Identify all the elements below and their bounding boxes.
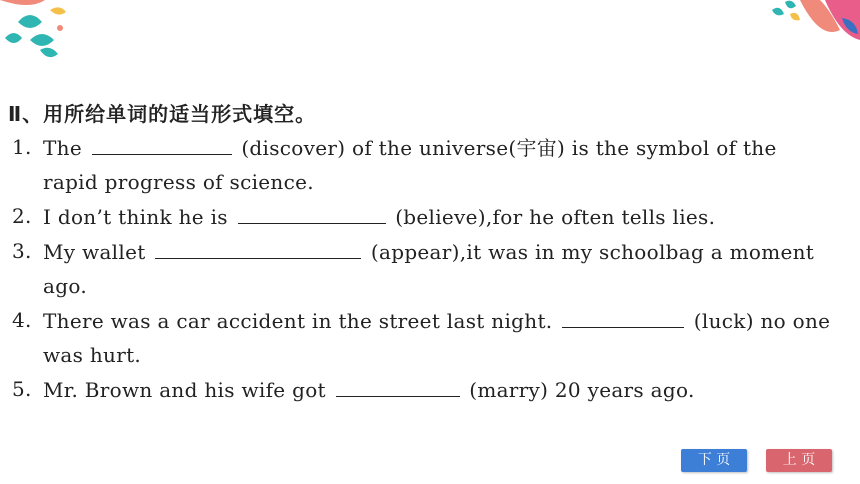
question-hint: (believe),for he often tells lies.	[395, 205, 716, 229]
question-list	[12, 130, 832, 407]
question-item	[12, 199, 832, 234]
question-number: 4.	[12, 308, 32, 332]
answer-blank[interactable]	[238, 199, 386, 224]
question-number: 3.	[12, 239, 32, 263]
question-text: I don’t think he is	[43, 205, 228, 229]
previous-page-button[interactable]: 上 页	[766, 449, 832, 472]
question-number: 1.	[12, 135, 32, 159]
question-number: 5.	[12, 377, 32, 401]
section-title: Ⅱ、用所给单词的适当形式填空。	[8, 102, 317, 126]
question-text: The	[43, 136, 82, 160]
floral-leaves-icon	[730, 0, 860, 55]
question-hint: (appear),it was in my schoolbag a moment ago.	[43, 240, 815, 298]
answer-blank[interactable]	[336, 372, 460, 397]
question-hint: (discover) of the universe(宇宙) is the symbol of the rapid progress of science.	[43, 136, 777, 194]
question-item	[12, 372, 832, 407]
answer-blank[interactable]	[155, 234, 361, 259]
question-text: There was a car accident in the street last night.	[43, 309, 553, 333]
question-item	[12, 130, 832, 199]
next-page-button[interactable]: 下 页	[681, 449, 747, 472]
answer-blank[interactable]	[562, 303, 684, 328]
question-hint: (luck) no one was hurt.	[43, 309, 831, 367]
question-item	[12, 234, 832, 303]
question-hint: (marry) 20 years ago.	[469, 378, 695, 402]
floral-leaves-icon	[0, 0, 110, 70]
question-number: 2.	[12, 204, 32, 228]
question-text: My wallet	[43, 240, 146, 264]
answer-blank[interactable]	[92, 130, 232, 155]
question-text: Mr. Brown and his wife got	[43, 378, 326, 402]
question-item	[12, 303, 832, 372]
